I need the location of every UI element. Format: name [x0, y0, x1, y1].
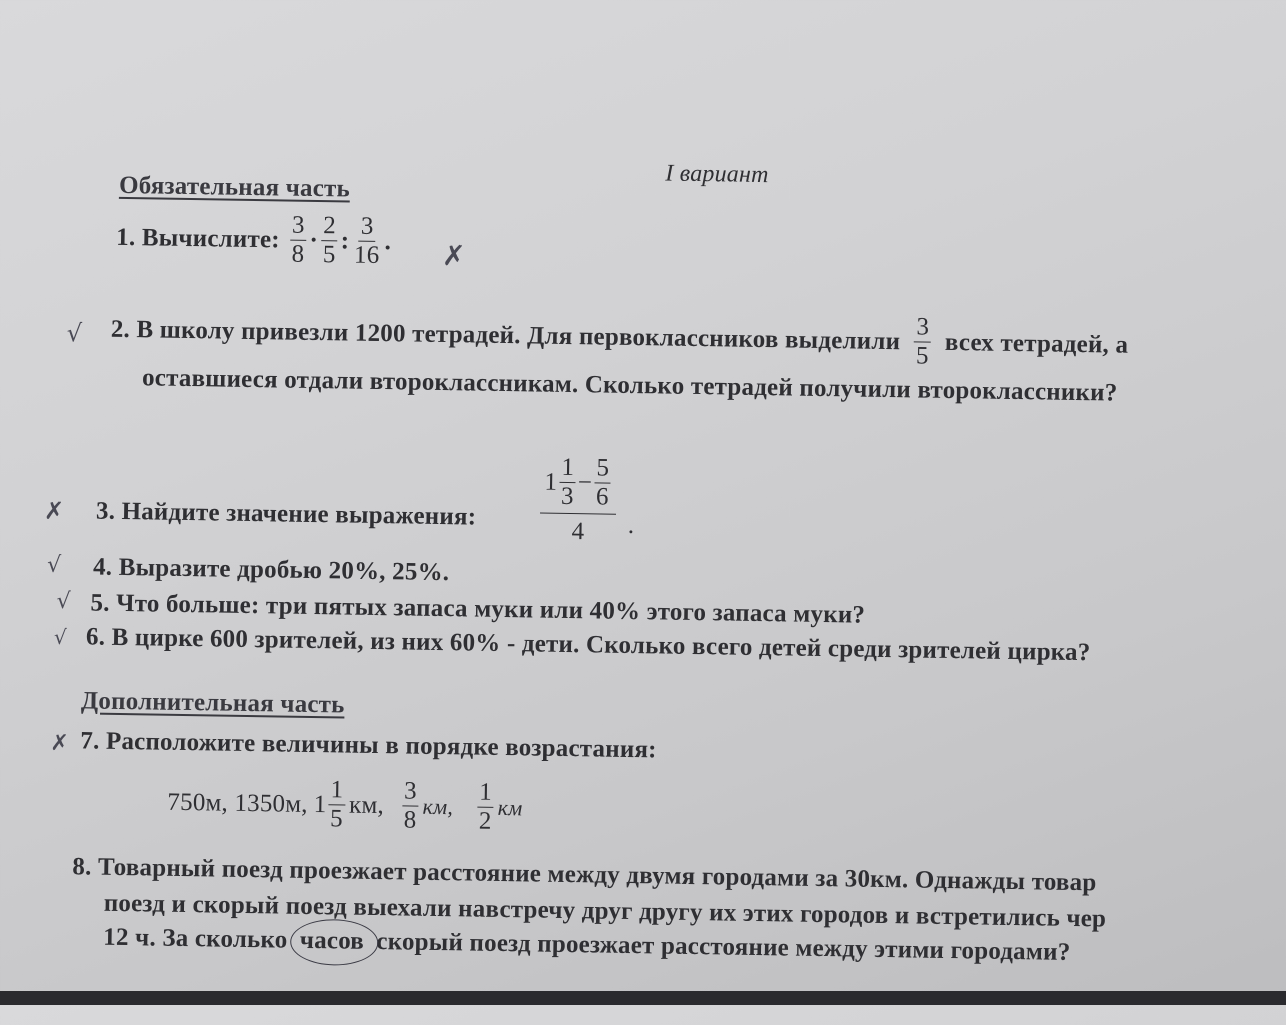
variant-title: I вариант: [665, 160, 769, 189]
pen-circle: [290, 919, 379, 966]
fraction: $\frac{1}{5}$: [329, 776, 344, 833]
problem-8-line-1: 8. Товарный поезд проезжает расстояние между двумя городами за 30км. Однажды товар: [72, 853, 1097, 897]
problem-1: [116, 210, 392, 270]
fraction: $\frac{3}{16}$: [353, 212, 380, 270]
problem-3-label: 3. Найдите значение выражения:: [95, 497, 477, 531]
problem-4: 4. Выразите дробью 20%, 25%.: [92, 553, 450, 587]
check-mark: √: [53, 624, 67, 650]
circled-word: часов: [294, 927, 377, 955]
cross-mark: ✗: [50, 730, 69, 757]
desk-edge: [0, 991, 1286, 1005]
problem-5: 5. Что больше: три пятых запаса муки или 40% этого запаса муки?: [90, 589, 866, 629]
fraction: $\frac{3}{8}$: [403, 777, 418, 834]
fraction: $\frac{1}{3}$: [560, 453, 575, 511]
problem-3-expression: 1 $\frac{1}{3}$ − $\frac{5}{6}$ 4 .: [540, 455, 618, 547]
problem-8-line-3: 12 ч. За сколько часов скорый поезд проезжает расстояние между этими городами?: [103, 924, 1071, 967]
problem-2-line-1: 2. В школу привезли 1200 тетрадей. Для первоклассников выделили $\frac{3}{5}$ всех тетрадей, а: [110, 313, 1129, 370]
denominator: 4: [571, 517, 585, 545]
fraction: $\frac{5}{6}$: [595, 454, 610, 511]
operator: ·: [309, 226, 319, 254]
fraction: $\frac{1}{2}$: [478, 778, 493, 836]
cross-mark: ✗: [43, 496, 65, 526]
check-mark: √: [66, 319, 83, 348]
check-mark: √: [56, 588, 71, 615]
problem-7-label: 7. Расположите величины в порядке возрастания:: [80, 727, 657, 764]
cross-mark: ✗: [441, 238, 466, 273]
fraction: $\frac{3}{5}$: [915, 313, 930, 370]
fraction: $\frac{2}{5}$: [322, 212, 337, 269]
period: .: [384, 227, 392, 255]
problem-6: 6. В цирке 600 зрителей, из них 60% - дети. Сколько всего детей среди зрителей цирка?: [85, 623, 1091, 667]
problem-2-line-2: оставшиеся отдали второклассникам. Сколько тетрадей получили второклассники?: [141, 364, 1118, 407]
operator: :: [340, 227, 350, 255]
additional-heading: Дополнительная часть: [80, 687, 345, 719]
mandatory-heading: Обязательная часть: [118, 171, 351, 203]
fraction: $\frac{3}{8}$: [291, 211, 305, 269]
check-mark: √: [46, 552, 62, 579]
problem-7-values: 750м, 1350м, 1 $\frac{1}{5}$ км, $\frac{3}{8}$ км, $\frac{1}{2}$ км: [167, 776, 523, 836]
problem-1-label: 1. Вычислите:: [116, 223, 281, 254]
problem-8-line-2: поезд и скорый поезд выехали навстречу друг другу их этих городов и встретились чер: [103, 889, 1107, 933]
